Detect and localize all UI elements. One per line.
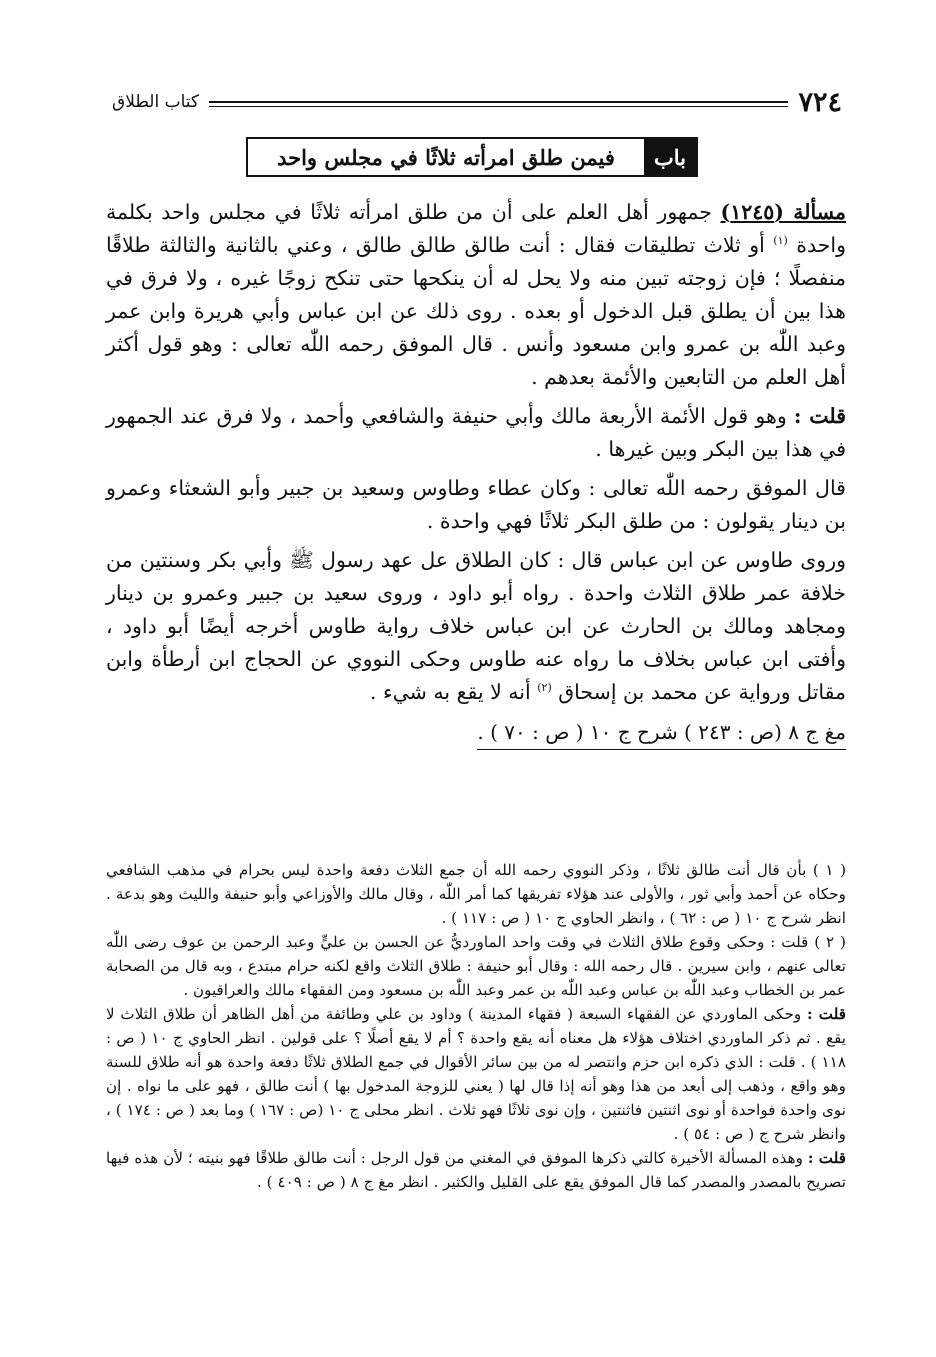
chapter-label: باب	[644, 139, 696, 175]
footnote-3-label: قلت :	[806, 1005, 846, 1023]
footnote-marker-1: (١)	[773, 234, 788, 248]
issue-text-a: جمهور أهل العلم على أن من طلق امرأته ثلاثًا في مجلس واحد بكلمة واحدة	[106, 200, 846, 257]
footnotes	[106, 858, 846, 1194]
chapter-title: فيمن طلق امرأته ثلاثًا في مجلس واحد	[277, 144, 615, 170]
header-rule	[209, 101, 788, 107]
footnote-marker-2: (٢)	[537, 681, 552, 695]
footnote-3	[106, 1002, 846, 1146]
footnote-4-text: وهذه المسألة الأخيرة كالتي ذكرها الموفق في المغني من قول الرجل : أنت طالق طلاقًا فهو بنيته ؛ لأن هذه فيها تصريح بالمصدر والمصدر كما قال الموفق يقع على القليل والكثير . انظر مغ ج ٨ ( ص : ٤٠٩ ) .	[106, 1149, 846, 1191]
footnote-3-text: وحكى الماوردي عن الفقهاء السبعة ( فقهاء المدينة ) وداود بن علي وطائفة من أهل الظاهر أن طلاق الثلاث لا يقع . ثم ذكر الماوردي اختلاف هؤلاء هل معناه أنه يقع واحدة ؟ أم لا يقع أصلًا ؟ على قولين . انظر الحاوي ج ١٠ ( ص : ١١٨ ) . قلت : الذي ذكره ابن حزم وانتصر له من بين سائر الأقوال في جمع الطلاق ثلاثًا دفعة واحدة هو أنه طلاق للسنة وهو واقع ، وذهب إلى أبعد من هذا وهو أنه إذا قال لها ( يعني للزوجة المدخول بها ) أنت طالق ، فهو على ما نواه . إن نوى واحدة فواحدة أو نوى اثنتين فاثنتين ، وإن نوى ثلاثًا فهو ثلاث . انظر محلى ج ١٠ (ص : ١٦٧ ) وما بعد ( ص : ١٧٤ ) ، وانظر شرح ج ( ص : ٥٤ ) .	[106, 1005, 847, 1143]
book-title: كتاب الطلاق	[112, 92, 199, 112]
issue-text-b: أو ثلاث تطليقات فقال : أنت طالق طالق طالق ، وعني بالثانية والثالثة طلاقًا منفصلًا ؛ فإن زوجته تبين منه ولا يحل له أن ينكحها حتى تنكح زوجًا غيره ، ولا فرق في هذا بين أن يطلق قبل الدخول أو بعده . روى ذلك عن ابن عباس وأبي هريرة وابن عمر وعبد اللّٰه بن عمرو وابن مسعود وأنس . قال الموفق رحمه اللّٰه تعالى : وهو قول أكثر أهل العلم من التابعين والأئمة بعدهم .	[106, 233, 846, 389]
tawus-text-b: أنه لا يقع به شيء .	[369, 680, 531, 704]
muwaffaq-text: قال الموفق رحمه اللّٰه تعالى : وكان عطاء وطاوس وسعيد بن جبير وأبو الشعثاء وعمرو بن دينار يقولون : من طلق البكر ثلاثًا فهي واحدة .	[106, 476, 846, 533]
paragraph-issue	[106, 196, 846, 394]
source-reference: مغ ج ٨ (ص : ٢٤٣ ) شرح ج ١٠ ( ص : ٧٠ ) .	[477, 717, 846, 750]
qult-label: قلت :	[793, 404, 846, 428]
footnote-4-label: قلت :	[807, 1149, 847, 1167]
page-number: ٧٢٤	[798, 86, 842, 118]
paragraph-qult	[106, 400, 846, 466]
page-header	[112, 84, 842, 120]
chapter-heading	[246, 137, 698, 177]
reference-wrap	[106, 715, 846, 750]
main-text	[106, 196, 846, 750]
footnote-1: ( ١ ) بأن قال أنت طالق ثلاثًا ، وذكر النووي رحمه الله أن جمع الثلاث دفعة واحدة ليس بحرام في مذهب الشافعي وحكاه عن أحمد وأبي ثور ، والأولى عند هؤلاء تفريقها كما أمر اللّٰه ، وقال مالك والأوزاعي وأبو حنيفة والليث وهو بدعة . انظر شرح ج ١٠ ( ص : ٦٢ ) ، وانظر الحاوي ج ١٠ ( ص : ١١٧ ) .	[106, 861, 846, 927]
footnote-4	[106, 1146, 846, 1194]
issue-number: مسألة (١٢٤٥)	[720, 200, 846, 224]
footnote-2: ( ٢ ) قلت : وحكى وقوع طلاق الثلاث في وقت واحد الماورديُّ عن الحسن بن عليٍّ وعبد الرحمن بن عوف رضى اللّٰه تعالى عنهم ، وابن سيرين . قال رحمه الله : وقال أبو حنيفة : طلاق الثلاث واقع لكنه حرام مبتدع ، وبه قال من الصحابة عمر بن الخطاب وعبد اللّٰه بن عباس وعبد اللّٰه بن عمر وعبد اللّٰه بن مسعود ومن الفقهاء مالك والعراقيون .	[106, 933, 846, 999]
tawus-text-a: وروى طاوس عن ابن عباس قال : كان الطلاق عل عهد رسول ﷺ وأبي بكر وسنتين من خلافة عمر طلاق الثلاث واحدة . رواه أبو داود ، وروى سعيد بن جبير وعمرو بن دينار ومجاهد ومالك بن الحارث عن ابن عباس خلاف رواية طاوس أخرجه أيضًا أبو داود ، وأفتى ابن عباس بخلاف ما رواه عنه طاوس وحكى النووي عن الحجاج ابن أرطأة وابن مقاتل ورواية عن محمد بن إسحاق	[106, 548, 846, 704]
paragraph-muwaffaq	[106, 472, 846, 538]
qult-text: وهو قول الأئمة الأربعة مالك وأبي حنيفة والشافعي وأحمد ، ولا فرق عند الجمهور في هذا بين البكر وبين غيرها .	[106, 404, 846, 461]
paragraph-tawus	[106, 544, 846, 709]
